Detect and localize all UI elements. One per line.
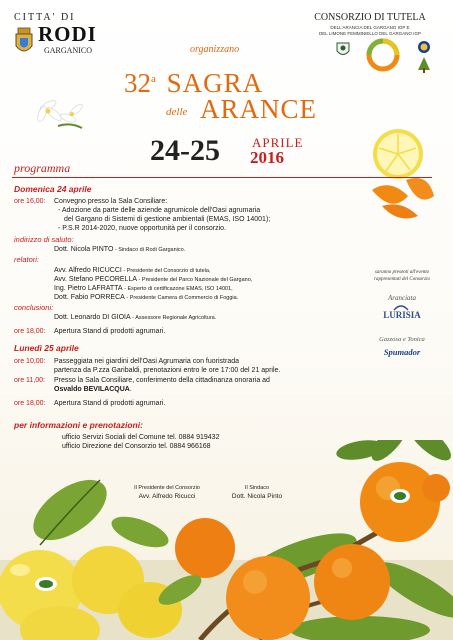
arance-text: ARANCE bbox=[200, 94, 318, 124]
day2-line3: Presso la Sala Consiliare, conferimento della cittadinanza onoraria ad bbox=[54, 377, 270, 384]
day1-line4: - P.S.R 2014-2020, nuove opportunità per il consorzio. bbox=[58, 225, 226, 232]
conclusioni-label: conclusioni: bbox=[14, 303, 54, 312]
consortium-line2: DEL LIMONE FEMMINIELLO DEL GARGANO IGP bbox=[319, 31, 421, 36]
edition-sup: a bbox=[151, 73, 156, 85]
organizzano-text: organizzano bbox=[190, 44, 240, 55]
relatori-label: relatori: bbox=[14, 255, 40, 264]
day1-stand: Apertura Stand di prodotti agrumari. bbox=[54, 328, 166, 335]
delle-text: delle bbox=[166, 106, 188, 118]
day1-time1: ore 16,00: bbox=[14, 198, 46, 205]
saluto-role: - Sindaco di Rodi Garganico. bbox=[113, 247, 186, 253]
town-sub: GARGANICO bbox=[44, 46, 92, 55]
relatore-2-role: - Presidente del Parco Nazionale del Gargano, bbox=[137, 277, 253, 283]
town-name: RODI bbox=[38, 22, 97, 46]
day1-heading: Domenica 24 aprile bbox=[14, 184, 92, 194]
conclusioni-name: Dott. Leonardo DI GIOIA bbox=[54, 314, 131, 321]
conclusioni-line bbox=[54, 313, 216, 323]
consortium-line1: DELL'ARANCIA DEL GARGANO IGP E bbox=[330, 25, 410, 30]
days-text: 24-25 bbox=[150, 134, 220, 167]
orange-blossom-icon bbox=[30, 92, 90, 134]
day2-line4-end: . bbox=[129, 386, 132, 393]
relatore-4 bbox=[54, 293, 238, 303]
sagra-text: SAGRA bbox=[166, 68, 264, 98]
sindaco-name: Dott. Nicola Pinto bbox=[231, 493, 283, 500]
info-line2: ufficio Direzione del Consorzio tel. 0884 966168 bbox=[62, 443, 211, 450]
day1-line3: del Gargano di Sistemi di gestione ambientali (EMAS, ISO 14001); bbox=[64, 216, 271, 223]
sponsor-note-1: saranno presenti all'evento bbox=[374, 270, 430, 275]
igp-seal-icon bbox=[417, 40, 431, 54]
year-text: 2016 bbox=[250, 148, 284, 167]
relatore-4-name: Dott. Fabio PORRECA bbox=[54, 294, 125, 301]
day2-stand: Apertura Stand di prodotti agrumari. bbox=[54, 400, 166, 407]
day1-line1: Convegno presso la Sala Consiliare: bbox=[54, 198, 168, 205]
day2-time2: ore 11,00: bbox=[14, 377, 46, 384]
day2-time3: ore 18,00: bbox=[14, 400, 46, 407]
day1-time2: ore 18,00: bbox=[14, 328, 46, 335]
edition-number: 32 bbox=[124, 68, 151, 98]
relatore-2-name: Avv. Stefano PECORELLA bbox=[54, 276, 138, 283]
region-emblem-icon bbox=[336, 40, 350, 58]
consortium-logo-icon bbox=[364, 38, 402, 72]
title-line1 bbox=[124, 64, 263, 98]
town-citta: CITTA' DI bbox=[14, 12, 76, 23]
sindaco-role: Il Sindaco bbox=[244, 485, 270, 491]
pres-role: Il Presidente del Consorzio bbox=[134, 485, 200, 491]
day2-line1: Passeggiata nei giardini dell'Oasi Agrumaria con fuoristrada bbox=[54, 358, 239, 365]
relatore-3-name: Ing. Pietro LAFRATTA bbox=[54, 285, 123, 292]
info-heading: per informazioni e prenotazioni: bbox=[14, 420, 143, 430]
honorary-citizen-name: Osvaldo BEVILACQUA bbox=[54, 386, 130, 393]
info-line1: ufficio Servizi Sociali del Comune tel. 0884 919432 bbox=[62, 434, 220, 441]
relatore-1-role: - Presidente del Consorzio di tutela, bbox=[121, 268, 211, 274]
relatore-3-role: - Esperto di certificazone EMAS, ISO 14001, bbox=[122, 286, 233, 292]
town-coat-of-arms-icon bbox=[14, 26, 34, 56]
pres-name: Avv. Alfredo Ricucci bbox=[138, 493, 196, 500]
day1-line2: - Adozione da parte delle aziende agrumicole dell'Oasi agrumaria bbox=[58, 207, 261, 214]
conclusioni-role: - Assessore Regionale Agricoltura. bbox=[130, 315, 217, 321]
citrus-illustration bbox=[0, 440, 453, 640]
consortium-title: CONSORZIO DI TUTELA bbox=[314, 12, 426, 23]
citrus-slices-icon bbox=[362, 126, 442, 226]
sponsor-2-script: Gazzosa e Tonica bbox=[379, 336, 425, 343]
relatore-1-name: Avv. Alfredo RICUCCI bbox=[54, 267, 122, 274]
day2-heading: Lunedì 25 aprile bbox=[14, 343, 79, 353]
programma-heading: programma bbox=[14, 161, 71, 175]
saluto-line bbox=[54, 245, 185, 255]
sponsor-1-script: Aranciata bbox=[388, 294, 416, 302]
saluto-name: Dott. Nicola PINTO bbox=[54, 246, 114, 253]
day2-line2: partenza da P.zza Garibaldi, prenotazioni entro le ore 17:00 del 21 aprile. bbox=[54, 367, 281, 374]
month-text: APRILE bbox=[252, 135, 304, 150]
relatore-4-role: - Presidente Camera di Commercio di Foggia. bbox=[124, 295, 239, 301]
sponsor-1-brand: LURISIA bbox=[383, 310, 421, 320]
sponsor-note-2: rappresentati del Consorzio bbox=[374, 277, 430, 282]
programma-divider bbox=[12, 177, 432, 178]
day2-line4 bbox=[54, 385, 132, 394]
saluto-label: indirizzo di saluto: bbox=[14, 235, 74, 244]
day2-time1: ore 10,00: bbox=[14, 358, 46, 365]
sponsor-2-brand: Spumador bbox=[383, 347, 421, 357]
gargano-park-logo-icon bbox=[417, 56, 431, 74]
